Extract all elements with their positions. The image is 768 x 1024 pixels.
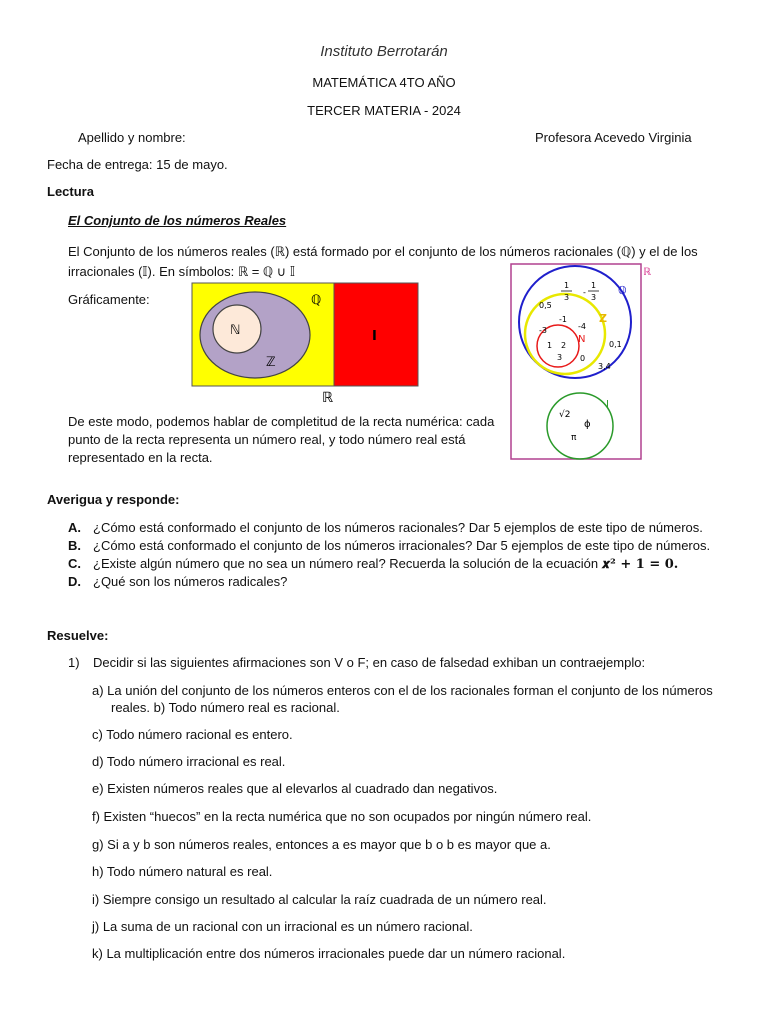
question-c: C. ¿Existe algún número que no sea un número real? Recuerda la solución de la ecuación 𝒙² + 𝟏 = 𝟎.	[68, 556, 679, 572]
statement-e: e) Existen números reales que al elevarlos al cuadrado dan negativos.	[92, 781, 498, 796]
irrational-label: I	[606, 399, 609, 410]
para-line-2: punto de la recta representa un número real, y todo número real está	[68, 432, 466, 447]
reading-title: El Conjunto de los números Reales	[68, 213, 287, 228]
statement-i: i) Siempre consigo un resultado al calcular la raíz cuadrada de un número real.	[92, 892, 547, 907]
term-heading: TERCER MATERIA - 2024	[307, 103, 461, 118]
intro-line-1: El Conjunto de los números reales (ℝ) está formado por el conjunto de los números racionales (ℚ) y el de los	[68, 244, 698, 259]
questions-title: Averigua y responde:	[47, 492, 180, 507]
statement-g: g) Si a y b son números reales, entonces a es mayor que b o b es mayor que a.	[92, 837, 551, 852]
natural-value: 2	[561, 341, 567, 350]
rational-value: 1	[564, 281, 570, 290]
question-d: D. ¿Qué son los números radicales?	[68, 574, 288, 589]
natural-symbol: ℕ	[230, 323, 241, 338]
integer-circle	[525, 294, 605, 374]
statement-c: c) Todo número racional es entero.	[92, 727, 293, 742]
real-symbol: ℝ	[322, 390, 334, 405]
real-numbers-venn-diagram	[190, 280, 420, 405]
irrational-value: √2	[559, 410, 571, 420]
integer-label: Z	[599, 312, 607, 325]
graphic-label: Gráficamente:	[68, 292, 150, 307]
rational-value: 3	[591, 293, 597, 302]
irrational-circle	[547, 393, 613, 459]
question-b: B. ¿Cómo está conformado el conjunto de los números irracionales? Dar 5 ejemplos de este tipo de números.	[68, 538, 711, 553]
natural-value: 1	[547, 341, 553, 350]
irrational-symbol: I	[372, 329, 377, 344]
integer-value: -3	[539, 326, 547, 335]
rational-value: 3	[564, 293, 570, 302]
natural-label: N	[578, 334, 586, 345]
irrational-value: π	[571, 433, 577, 443]
resolve-q1-text: Decidir si las siguientes afirmaciones son V o F; en caso de falsedad exhiban un contraejemplo:	[93, 655, 646, 670]
reading-label: Lectura	[47, 184, 94, 199]
rational-value: 0,5̄	[539, 301, 552, 310]
question-a: A. ¿Cómo está conformado el conjunto de los números racionales? Dar 5 ejemplos de este tipo de números.	[68, 520, 703, 535]
teacher-name: Profesora Acevedo Virginia	[535, 130, 692, 145]
rational-value: -	[583, 288, 586, 297]
name-label: Apellido y nombre:	[78, 130, 186, 145]
rational-label: ℚ	[618, 284, 627, 297]
statement-a: a) La unión del conjunto de los números enteros con el de los racionales forman el conjunto de los números	[92, 683, 713, 698]
statement-j: j) La suma de un racional con un irracional es un número racional.	[92, 919, 473, 934]
statement-d: d) Todo número irracional es real.	[92, 754, 286, 769]
integer-value: 0	[580, 354, 586, 363]
rational-value: 0,1	[609, 340, 622, 349]
statement-k: k) La multiplicación entre dos números irracionales puede dar un número racional.	[92, 946, 566, 961]
statement-f: f) Existen “huecos” en la recta numérica que no son ocupados por ningún número real.	[92, 809, 592, 824]
subject-heading: MATEMÁTICA 4TO AÑO	[312, 75, 456, 90]
statement-h: h) Todo número natural es real.	[92, 864, 273, 879]
resolve-title: Resuelve:	[47, 628, 109, 643]
intro-line-2: irracionales (𝕀). En símbolos: ℝ = ℚ ∪ 𝕀	[68, 264, 296, 279]
rational-symbol: ℚ	[311, 293, 322, 308]
institution-title: Instituto Berrotarán	[320, 43, 448, 60]
real-numbers-circle-diagram	[508, 262, 658, 462]
natural-value: 3	[557, 353, 563, 362]
equation: 𝒙² + 𝟏 = 𝟎.	[601, 557, 679, 572]
real-label: ℝ	[643, 267, 651, 278]
irrational-value: ϕ	[584, 419, 591, 430]
rational-value: 1	[591, 281, 597, 290]
integer-symbol: ℤ	[266, 355, 276, 370]
resolve-q1-number: 1)	[68, 655, 80, 670]
para-line-3: representado en la recta.	[68, 450, 213, 465]
integer-value: -1	[559, 315, 567, 324]
statement-a-cont: reales. b) Todo número real es racional.	[111, 700, 340, 715]
due-date: Fecha de entrega: 15 de mayo.	[47, 157, 228, 172]
rational-value: 3,4	[598, 362, 611, 371]
para-line-1: De este modo, podemos hablar de completitud de la recta numérica: cada	[68, 414, 495, 429]
integer-value: -4	[578, 322, 586, 331]
